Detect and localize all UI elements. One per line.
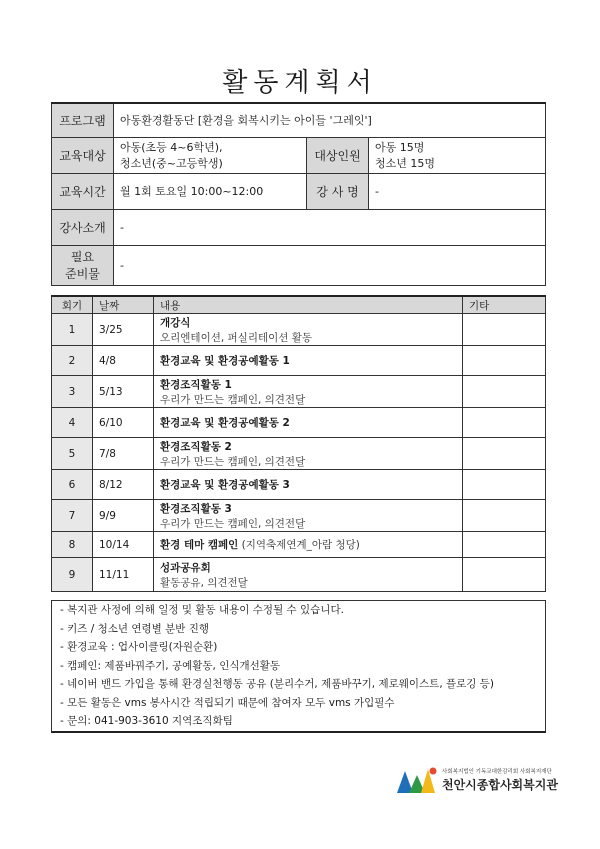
session-content: 성과공유회 활동공유, 의견전달 xyxy=(154,558,463,592)
intro-label: 강사소개 xyxy=(52,209,114,245)
note-item: - 환경교육 : 업사이클링(자원순환) xyxy=(60,641,218,653)
session-content: 환경조직활동 1 우리가 만드는 캠페인, 의견전달 xyxy=(154,376,463,408)
session-number: 2 xyxy=(52,346,93,376)
session-date: 3/25 xyxy=(93,314,154,346)
table-row xyxy=(52,558,546,592)
session-content: 환경조직활동 2 우리가 만드는 캠페인, 의견전달 xyxy=(154,438,463,470)
session-content: 환경 테마 캠페인 (지역축제연계_아람 청당) xyxy=(154,532,463,558)
note-item: - 모든 활동은 vms 봉사시간 적립되기 때문에 참여자 모두 vms 가입필수 xyxy=(60,696,395,709)
session-etc xyxy=(463,376,546,408)
program-value: 아동환경활동단 [환경을 회복시키는 아이들 '그레잇'] xyxy=(114,103,546,137)
session-content: 개강식 오리엔테이션, 퍼실리테이션 활동 xyxy=(154,314,463,346)
instructor-value: - xyxy=(369,173,546,209)
session-date: 11/11 xyxy=(93,558,154,592)
logo-subtitle: 사회복지법인 기독교대한감리회 사회복지재단 xyxy=(442,769,552,775)
table-row xyxy=(52,376,546,408)
time-label: 교육시간 xyxy=(52,173,114,209)
session-content: 환경교육 및 환경공예활동 2 xyxy=(154,408,463,438)
session-number: 3 xyxy=(52,376,93,408)
table-row xyxy=(52,470,546,500)
intro-value: - xyxy=(114,209,546,245)
session-number: 7 xyxy=(52,500,93,532)
session-number: 8 xyxy=(52,532,93,558)
logo-org-name: 천안시종합사회복지관 xyxy=(442,778,558,792)
note-item: - 문의: 041-903-3610 지역조직화팀 xyxy=(60,715,233,727)
target-label: 교육대상 xyxy=(52,137,114,173)
session-number: 9 xyxy=(52,558,93,592)
table-row xyxy=(52,438,546,470)
session-date: 7/8 xyxy=(93,438,154,470)
session-number: 5 xyxy=(52,438,93,470)
headcount-label: 대상인원 xyxy=(307,137,369,173)
session-etc xyxy=(463,532,546,558)
session-etc xyxy=(463,438,546,470)
header-date: 날짜 xyxy=(93,296,154,314)
session-date: 5/13 xyxy=(93,376,154,408)
session-date: 8/12 xyxy=(93,470,154,500)
target-value: 아동(초등 4~6학년), 청소년(중~고등학생) xyxy=(114,137,307,173)
notes-box xyxy=(51,600,546,733)
logo-mark-icon xyxy=(395,765,439,797)
supplies-value: - xyxy=(114,245,546,285)
note-item: - 네이버 밴드 가입을 통해 환경실천행동 공유 (분리수거, 제품바꾸기, 제로웨이스트, 플로깅 등) xyxy=(60,678,494,690)
headcount-value: 아동 15명 청소년 15명 xyxy=(369,137,546,173)
session-etc xyxy=(463,470,546,500)
session-date: 4/8 xyxy=(93,346,154,376)
organization-logo xyxy=(395,763,558,799)
session-content: 환경교육 및 환경공예활동 3 xyxy=(154,470,463,500)
note-item: - 키즈 / 청소년 연령별 분반 진행 xyxy=(60,622,210,635)
note-item: - 복지관 사정에 의해 일정 및 활동 내용이 수정될 수 있습니다. xyxy=(60,604,344,616)
time-value: 월 1회 토요일 10:00~12:00 xyxy=(114,173,307,209)
header-etc: 기타 xyxy=(463,296,546,314)
table-row xyxy=(52,500,546,532)
session-date: 6/10 xyxy=(93,408,154,438)
table-row xyxy=(52,532,546,558)
schedule-table xyxy=(51,295,546,592)
session-number: 6 xyxy=(52,470,93,500)
session-number: 4 xyxy=(52,408,93,438)
table-row xyxy=(52,346,546,376)
note-item: - 캠페인: 제품바꿔주기, 공예활동, 인식개선활동 xyxy=(60,659,281,672)
session-etc xyxy=(463,500,546,532)
table-row xyxy=(52,408,546,438)
instructor-label: 강 사 명 xyxy=(307,173,369,209)
supplies-label: 필요 준비물 xyxy=(52,245,114,285)
session-etc xyxy=(463,408,546,438)
session-content: 환경교육 및 환경공예활동 1 xyxy=(154,346,463,376)
session-number: 1 xyxy=(52,314,93,346)
program-label: 프로그램 xyxy=(52,103,114,137)
session-date: 9/9 xyxy=(93,500,154,532)
header-content: 내용 xyxy=(154,296,463,314)
session-content: 환경조직활동 3 우리가 만드는 캠페인, 의견전달 xyxy=(154,500,463,532)
document-title: 활동계획서 xyxy=(222,68,378,98)
header-session: 회기 xyxy=(52,296,93,314)
session-etc xyxy=(463,558,546,592)
session-date: 10/14 xyxy=(93,532,154,558)
program-info-table xyxy=(51,102,546,286)
session-etc xyxy=(463,314,546,346)
session-etc xyxy=(463,346,546,376)
table-row xyxy=(52,314,546,346)
